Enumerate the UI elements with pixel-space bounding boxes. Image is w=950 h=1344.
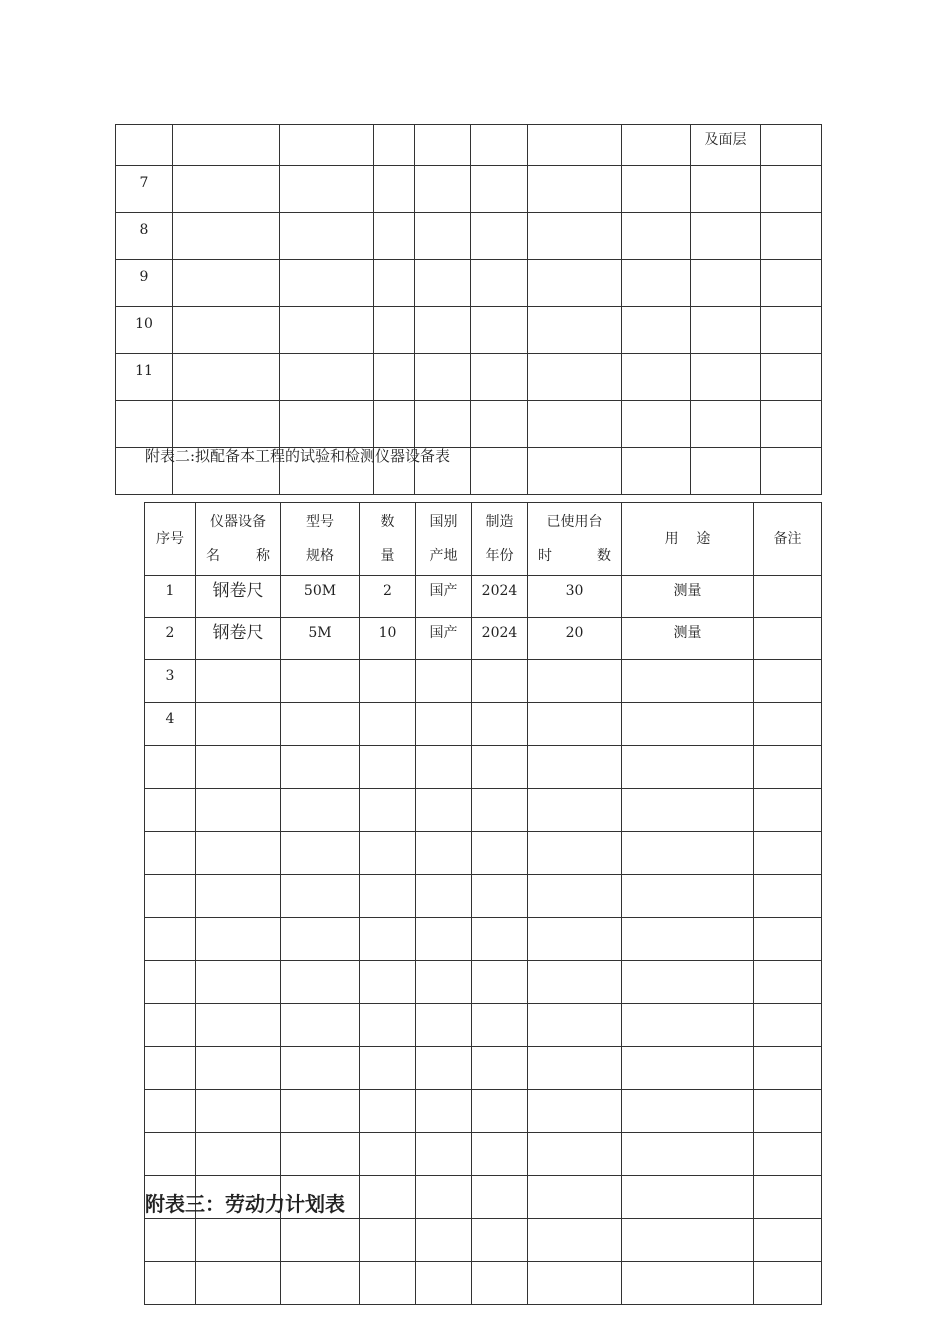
row-number: 4 <box>145 703 196 746</box>
table-cell <box>622 1133 754 1176</box>
cell-usage: 测量 <box>622 576 754 618</box>
table-cell <box>196 832 281 875</box>
table-cell <box>374 166 415 213</box>
table-cell <box>472 789 528 832</box>
table-cell <box>416 660 472 703</box>
table-cell <box>528 789 622 832</box>
cell-qty: 10 <box>360 618 416 660</box>
table-row <box>116 166 822 213</box>
table-cell <box>173 166 280 213</box>
table-cell <box>173 307 280 354</box>
table-cell <box>173 354 280 401</box>
table-cell <box>622 354 691 401</box>
equipment-table-continued <box>115 124 822 495</box>
table-cell <box>622 307 691 354</box>
table-cell <box>360 1004 416 1047</box>
header-year: 制造 年份 <box>472 503 528 576</box>
table-cell <box>415 401 471 448</box>
table-row <box>116 125 822 166</box>
table-cell <box>280 260 374 307</box>
header-name: 仪器设备 名 称 <box>196 503 281 576</box>
table-cell <box>754 875 822 918</box>
table-cell <box>528 448 622 495</box>
table3-caption: 附表三：劳动力计划表 <box>145 1192 345 1216</box>
table-cell <box>528 1176 622 1219</box>
table-cell <box>196 1090 281 1133</box>
table-cell <box>528 260 622 307</box>
table-cell <box>281 703 360 746</box>
table-cell <box>472 660 528 703</box>
table-cell <box>528 918 622 961</box>
cell-name: 钢卷尺 <box>196 618 281 660</box>
table-cell <box>374 260 415 307</box>
row-number <box>145 1090 196 1133</box>
table-cell <box>472 1090 528 1133</box>
table-cell <box>360 832 416 875</box>
table-cell <box>691 354 761 401</box>
table-cell <box>281 660 360 703</box>
header-model: 型号 规格 <box>281 503 360 576</box>
table-cell <box>622 746 754 789</box>
table-cell <box>471 448 528 495</box>
table-cell <box>360 1219 416 1262</box>
table-cell <box>280 166 374 213</box>
table-cell <box>360 660 416 703</box>
table-row <box>145 1090 822 1133</box>
table-cell <box>360 789 416 832</box>
table-cell <box>281 746 360 789</box>
table-cell <box>416 832 472 875</box>
table-cell <box>280 213 374 260</box>
table-cell <box>754 1004 822 1047</box>
table-cell <box>416 1090 472 1133</box>
table-row <box>145 703 822 746</box>
table-cell <box>416 961 472 1004</box>
table-cell <box>622 1219 754 1262</box>
table-cell <box>691 213 761 260</box>
table-row <box>145 1133 822 1176</box>
table-cell <box>754 660 822 703</box>
table-cell <box>360 1047 416 1090</box>
table-cell <box>471 166 528 213</box>
row-number <box>145 1219 196 1262</box>
table-row <box>145 961 822 1004</box>
table-cell <box>280 354 374 401</box>
table-cell <box>754 746 822 789</box>
table-cell <box>471 354 528 401</box>
table-cell <box>196 1047 281 1090</box>
table-cell <box>472 918 528 961</box>
row-number <box>145 1004 196 1047</box>
table-cell <box>528 875 622 918</box>
table-cell <box>471 307 528 354</box>
table-cell <box>281 1219 360 1262</box>
table-cell <box>472 1219 528 1262</box>
table-cell <box>374 307 415 354</box>
row-number <box>145 832 196 875</box>
table-row <box>145 875 822 918</box>
table-cell <box>528 354 622 401</box>
header-remark: 备注 <box>754 503 822 576</box>
table-cell <box>416 875 472 918</box>
header-qty: 数 量 <box>360 503 416 576</box>
table-cell <box>374 354 415 401</box>
cell-origin: 国产 <box>416 576 472 618</box>
table-cell <box>761 213 822 260</box>
table-cell <box>622 875 754 918</box>
table-cell <box>472 1262 528 1305</box>
table-cell <box>360 1262 416 1305</box>
table-cell <box>416 789 472 832</box>
table-cell <box>415 213 471 260</box>
cell-hours: 20 <box>528 618 622 660</box>
table-cell <box>196 1133 281 1176</box>
table-row <box>145 746 822 789</box>
table-cell <box>622 448 691 495</box>
table-cell <box>280 401 374 448</box>
table-cell <box>415 166 471 213</box>
row-number <box>145 746 196 789</box>
row-number: 11 <box>116 354 173 401</box>
table-cell <box>196 1004 281 1047</box>
table-cell <box>472 1133 528 1176</box>
table-row <box>145 832 822 875</box>
table-cell <box>528 703 622 746</box>
table2-caption: 附表二:拟配备本工程的试验和检测仪器设备表 <box>145 447 451 465</box>
table-cell <box>691 260 761 307</box>
table-cell <box>416 1219 472 1262</box>
table-cell <box>416 1176 472 1219</box>
instrument-equipment-table <box>144 502 822 1305</box>
table-cell <box>360 918 416 961</box>
cell-remark <box>754 618 822 660</box>
table-cell <box>173 401 280 448</box>
table-cell <box>754 1133 822 1176</box>
table-cell <box>622 1004 754 1047</box>
table-cell <box>472 875 528 918</box>
table-row <box>145 789 822 832</box>
table-cell <box>360 746 416 789</box>
table-cell <box>622 961 754 1004</box>
table-cell <box>754 789 822 832</box>
table-cell <box>281 1004 360 1047</box>
table-cell <box>196 703 281 746</box>
row-number: 10 <box>116 307 173 354</box>
table-cell <box>472 961 528 1004</box>
table-cell <box>528 1219 622 1262</box>
table-cell <box>360 875 416 918</box>
table-cell <box>196 1262 281 1305</box>
cell-seq: 1 <box>145 576 196 618</box>
table-row <box>145 576 822 618</box>
table-cell <box>281 1262 360 1305</box>
table-cell <box>622 166 691 213</box>
table-header-row <box>145 503 822 576</box>
table-row <box>145 1219 822 1262</box>
header-seq: 序号 <box>145 503 196 576</box>
table-cell <box>761 354 822 401</box>
table-row <box>145 1262 822 1305</box>
table-cell <box>196 789 281 832</box>
table-cell <box>416 1047 472 1090</box>
cell-hours: 30 <box>528 576 622 618</box>
table-cell <box>691 307 761 354</box>
table-cell <box>472 832 528 875</box>
table-cell <box>415 260 471 307</box>
table-cell <box>528 961 622 1004</box>
table-cell <box>374 401 415 448</box>
table-cell <box>754 832 822 875</box>
cell-model: 5M <box>281 618 360 660</box>
table-cell <box>472 703 528 746</box>
table-row <box>116 307 822 354</box>
table-cell <box>622 703 754 746</box>
row-number: 9 <box>116 260 173 307</box>
table-cell <box>471 401 528 448</box>
table-cell <box>691 448 761 495</box>
table-cell <box>761 448 822 495</box>
table-cell <box>528 660 622 703</box>
table-cell <box>281 1133 360 1176</box>
table-cell <box>472 1047 528 1090</box>
row-number: 7 <box>116 166 173 213</box>
table-row <box>116 260 822 307</box>
table-cell <box>281 789 360 832</box>
table-cell <box>416 1262 472 1305</box>
table-cell <box>471 260 528 307</box>
row-number <box>145 875 196 918</box>
table-row <box>116 401 822 448</box>
table-cell <box>754 961 822 1004</box>
table-cell <box>754 1262 822 1305</box>
row-number <box>145 1047 196 1090</box>
table-row <box>145 1004 822 1047</box>
table-cell <box>754 1090 822 1133</box>
cell-qty: 2 <box>360 576 416 618</box>
table-cell <box>281 832 360 875</box>
table-cell <box>622 918 754 961</box>
table-cell <box>754 1219 822 1262</box>
table-cell <box>281 961 360 1004</box>
cell-seq: 2 <box>145 618 196 660</box>
table-cell <box>281 875 360 918</box>
table-cell <box>196 660 281 703</box>
table-cell <box>472 1176 528 1219</box>
table-cell <box>754 703 822 746</box>
table-cell <box>360 1133 416 1176</box>
table-cell <box>360 1176 416 1219</box>
table-cell <box>761 401 822 448</box>
table-cell <box>416 1004 472 1047</box>
table-cell <box>528 832 622 875</box>
table-cell <box>196 961 281 1004</box>
table-cell <box>472 1004 528 1047</box>
table-cell <box>691 166 761 213</box>
row-number <box>116 401 173 448</box>
cell-origin: 国产 <box>416 618 472 660</box>
table-cell <box>691 401 761 448</box>
table-cell <box>528 1004 622 1047</box>
table-cell <box>281 1090 360 1133</box>
cell-usage: 测量 <box>622 618 754 660</box>
cell-year: 2024 <box>472 576 528 618</box>
table-cell <box>754 918 822 961</box>
row-number <box>145 1262 196 1305</box>
header-origin: 国别 产地 <box>416 503 472 576</box>
row-number <box>145 961 196 1004</box>
table-cell <box>528 307 622 354</box>
row-number <box>145 1133 196 1176</box>
table-row <box>145 1047 822 1090</box>
table-cell <box>374 213 415 260</box>
table-cell <box>622 832 754 875</box>
table-cell <box>528 213 622 260</box>
table-cell <box>196 875 281 918</box>
row-number <box>145 789 196 832</box>
table-cell <box>173 260 280 307</box>
table-cell <box>528 1133 622 1176</box>
table-cell <box>622 1176 754 1219</box>
table-cell <box>528 166 622 213</box>
table-cell <box>196 918 281 961</box>
table-cell <box>416 746 472 789</box>
table-cell <box>196 1219 281 1262</box>
table-cell <box>622 260 691 307</box>
table-cell <box>622 1090 754 1133</box>
table-row <box>145 660 822 703</box>
table-cell <box>416 918 472 961</box>
table-cell <box>360 703 416 746</box>
table-cell <box>622 1262 754 1305</box>
table-cell <box>472 746 528 789</box>
table-cell <box>754 1176 822 1219</box>
table-cell <box>761 260 822 307</box>
header-hours: 已使用台 时 数 <box>528 503 622 576</box>
table-cell <box>528 746 622 789</box>
row-number <box>145 918 196 961</box>
table-cell <box>622 213 691 260</box>
header-usage: 用 途 <box>622 503 754 576</box>
table-cell <box>415 354 471 401</box>
table-cell <box>416 703 472 746</box>
table-cell <box>281 918 360 961</box>
table-cell <box>528 401 622 448</box>
row-number: 3 <box>145 660 196 703</box>
table-cell <box>622 401 691 448</box>
table-cell <box>360 1090 416 1133</box>
table-cell <box>360 961 416 1004</box>
table-cell <box>761 166 822 213</box>
cell-year: 2024 <box>472 618 528 660</box>
table-row <box>145 618 822 660</box>
cell-name: 钢卷尺 <box>196 576 281 618</box>
table-cell <box>281 1047 360 1090</box>
table-cell <box>754 1047 822 1090</box>
table-cell <box>622 1047 754 1090</box>
table-cell <box>471 213 528 260</box>
table-row <box>145 918 822 961</box>
row-number: 8 <box>116 213 173 260</box>
table-cell <box>416 1133 472 1176</box>
table-cell <box>622 789 754 832</box>
table-cell <box>415 307 471 354</box>
table-cell <box>528 1262 622 1305</box>
table-cell <box>528 1090 622 1133</box>
table-cell-note: 及面层 <box>691 125 761 166</box>
table-cell <box>196 746 281 789</box>
table-cell <box>761 307 822 354</box>
table-cell <box>280 307 374 354</box>
table-cell <box>528 1047 622 1090</box>
cell-model: 50M <box>281 576 360 618</box>
table-cell <box>622 660 754 703</box>
table-cell <box>173 213 280 260</box>
table-row <box>116 354 822 401</box>
table-row <box>116 213 822 260</box>
cell-remark <box>754 576 822 618</box>
